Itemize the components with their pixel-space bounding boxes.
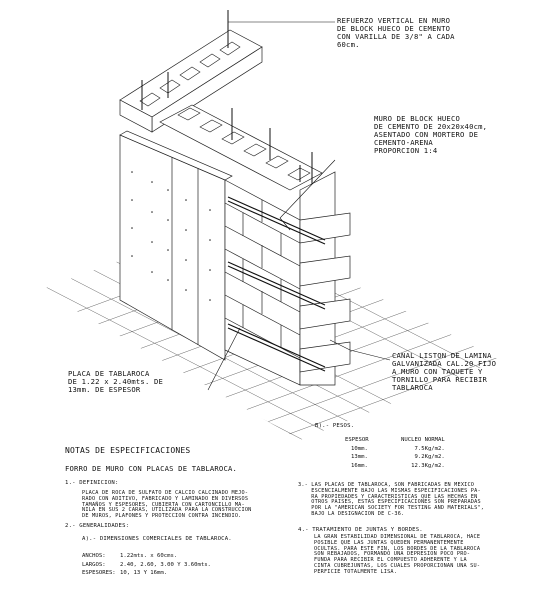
weights-heading: B).- PESOS.	[315, 423, 355, 429]
tablaroca-panels	[120, 131, 232, 360]
dimension-row: ESPESORES: 10, 13 Y 16mm.	[82, 570, 168, 577]
weights-header-row: ESPESOR NUCLEO NORMAL	[345, 437, 445, 443]
block-wall-end	[300, 172, 350, 385]
weights-row: 16mm. 12.3Kg/m2.	[351, 462, 445, 469]
note-1-body: PLACA DE ROCA DE SULFATO DE CALCIO CALCINADO MEJO- RADO CON ADITIVO, FABRICADO Y LAMINADO EN DIVERSOS TAMAÑOS Y ESPESORES, CUBIERTA CON CARTONCILLO MA- NILA EN SUS 2 CARAS, UTILIZADA PARA LA CONSTRUCCION DE MUROS, PLAFONES Y PROTECCION CONTRA INCENDIO.	[82, 490, 252, 520]
callout-canal-liston: CANAL LISTON DE LAMINA GALVANIZADA CAL.20 FIJO A MURO CON TAQUETE Y TORNILLO PARA RECIBIR TABLAROCA	[392, 351, 497, 393]
dimension-row: ANCHOS: 1.22mts. x 60cms.	[82, 553, 178, 559]
block-wall-face	[225, 180, 300, 385]
dimensions-table	[82, 552, 211, 578]
weights-row: 10mm. 7.5Kg/m2.	[351, 445, 445, 452]
weights-table	[345, 436, 445, 470]
note-1-heading: 1.- DEFINICION:	[65, 480, 119, 486]
callout-placa-tablaroca: PLACA DE TABLAROCA DE 1.22 x 2.40mts. DE 13mm. DE ESPESOR	[68, 369, 164, 395]
note-2a-heading: A).- DIMENSIONES COMERCIALES DE TABLAROCA.	[82, 536, 232, 542]
note-2-heading: 2.- GENERALIDADES:	[65, 523, 130, 529]
note-4-body: LA GRAN ESTABILIDAD DIMENSIONAL DE TABLAROCA, HACE POSIBLE QUE LAS JUNTAS QUEDEN PERMANENTEMENTE OCULTAS. PARA ESTE FIN, LOS BORDES DE LA TABLAROCA SON REBAJADOS, FORMANDO UNA DEPRESION POCO PRO- FUNDA PARA RECIBIR EL COMPUESTO ADHERENTE Y LA CINTA CUBREJUNTAS, LOS CUALES PROPORCIONAN UNA SU- PERFICIE TOTALMENTE LISA.	[314, 534, 481, 575]
note-4-heading: 4.- TRATAMIENTO DE JUNTAS Y BORDES.	[298, 527, 423, 533]
weights-row: 13mm. 9.2Kg/m2.	[351, 454, 445, 461]
notes-title: NOTAS DE ESPECIFICACIONES	[65, 446, 191, 455]
notes-subtitle: FORRO DE MURO CON PLACAS DE TABLAROCA.	[65, 464, 238, 473]
note-3: 3.- LAS PLACAS DE TABLAROCA, SON FABRICADAS EN MEXICO ESCENCIALMENTE BAJO LAS MISMAS ESPECIFICACIONES PA- RA PROPIEDADES Y CARACTERISTICAS QUE LAS HECHAS EN OTROS PAISES, ESTAS ESPECIFICACIONES SON PREPARADAS POR LA "AMERICAN SOCIETY FOR TESTING AND MATERIALS", BAJO LA DESIGNACION DE C-36.	[298, 482, 485, 518]
dimension-row: LARGOS: 2.40, 2.60, 3.00 Y 3.60mts.	[82, 561, 211, 568]
callout-refuerzo: REFUERZO VERTICAL EN MURO DE BLOCK HUECO DE CEMENTO CON VARILLA DE 3/8" A CADA 60cm.	[337, 16, 455, 50]
callout-muro-block: MURO DE BLOCK HUECO DE CEMENTO DE 20x20x40cm, ASENTADO CON MORTERO DE CEMENTO-ARENA PROPORCION 1:4	[374, 114, 488, 156]
